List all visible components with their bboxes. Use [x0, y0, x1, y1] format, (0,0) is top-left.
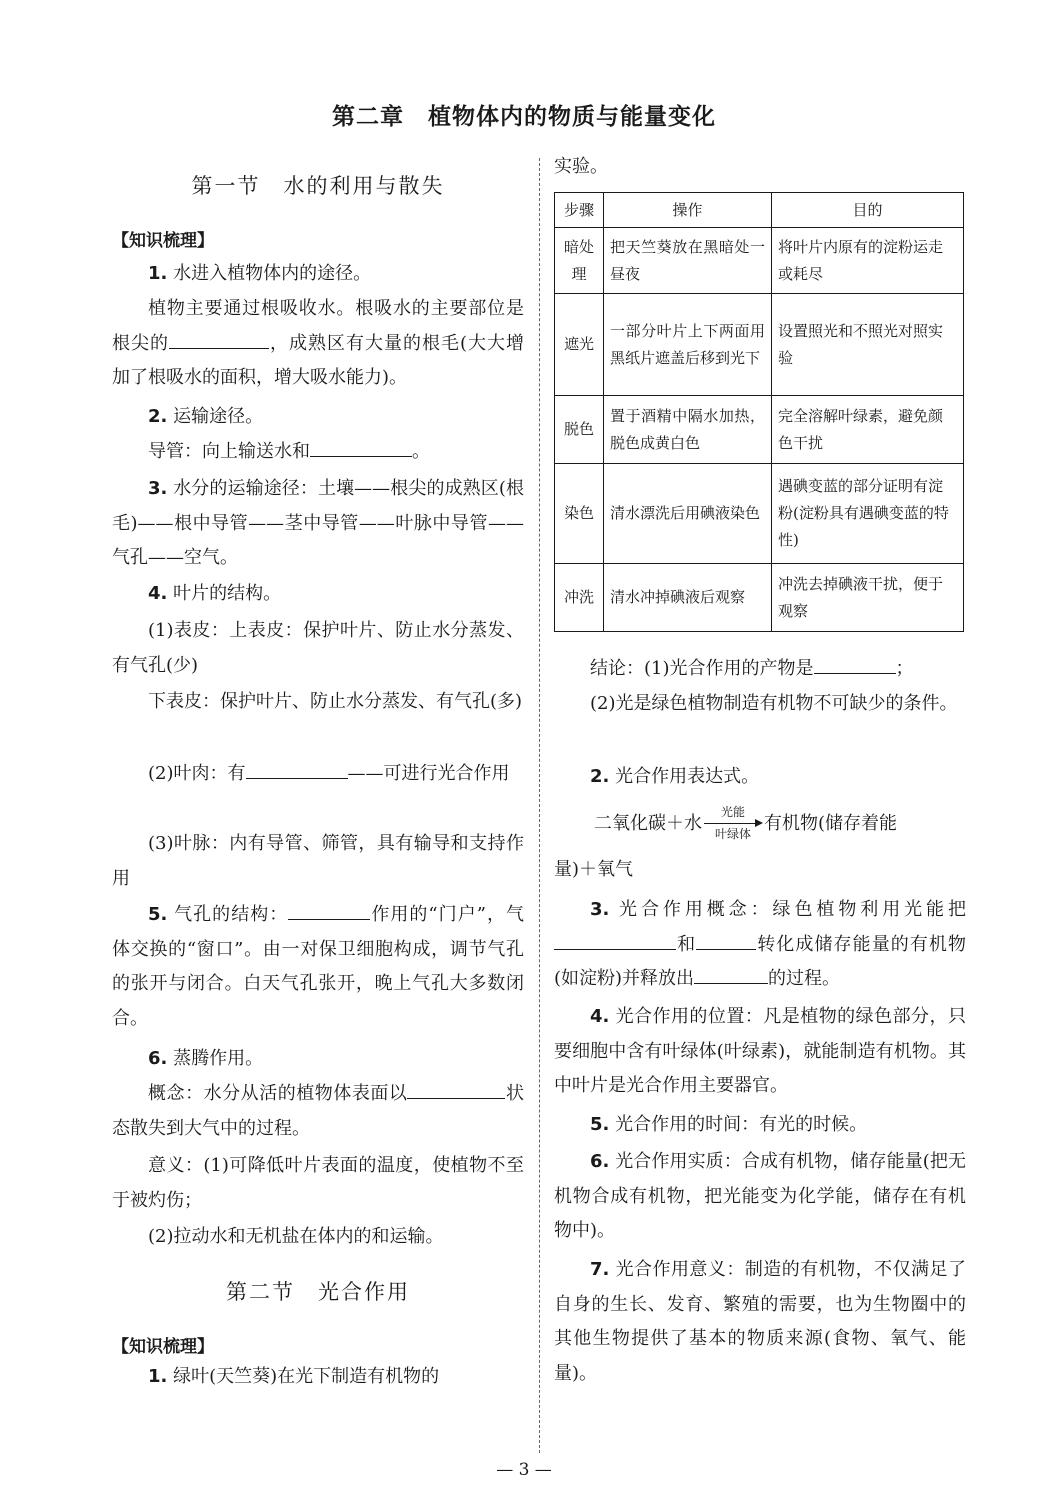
blank-vessel-transport — [310, 438, 412, 457]
table-row — [555, 464, 964, 564]
arrow-condition-light: 光能 — [720, 805, 745, 819]
table-cell-step: 冲洗 — [555, 564, 604, 632]
table-header-operation: 操作 — [604, 193, 772, 228]
blank-released-gas — [694, 965, 768, 984]
water-route-para: 3. 水分的运输途径：土壤——根尖的成熟区(根毛)——根中导管——茎中导管——叶脉中导管——气孔——空气。 — [112, 478, 524, 568]
blank-root-zone — [169, 330, 269, 349]
root-absorption-para: 植物主要通过根吸收水。根吸水的主要部位是根尖的 ，成熟区有大量的根毛(大大增加了根吸水的面积，增大吸水能力)。 — [112, 298, 524, 388]
blank-water-state — [407, 1080, 505, 1099]
transpiration-concept-para: 概念：水分从活的植物体表面以 状态散失到大气中的过程。 — [112, 1077, 524, 1146]
vessel-para: 导管：向上输送水和 。 — [112, 435, 524, 470]
knowledge-label-2: 【知识梳理】 — [112, 1337, 214, 1357]
chapter-title: 第二章 植物体内的物质与能量变化 — [332, 104, 716, 130]
point-2-expression-heading: 2. 光合作用表达式。 — [590, 766, 760, 787]
table-cell-purpose: 冲洗去掉碘液干扰，便于观察 — [772, 564, 964, 632]
table-row — [555, 564, 964, 632]
epidermis-upper-para: (1)表皮：上表皮：保护叶片、防止水分蒸发、有气孔(少) — [112, 620, 524, 676]
table-cell-operation: 把天竺葵放在黑暗处一昼夜 — [604, 228, 772, 294]
blank-raw-material-1 — [554, 931, 676, 950]
table-cell-step: 遮光 — [555, 294, 604, 396]
knowledge-label-1: 【知识梳理】 — [112, 231, 214, 251]
table-cell-step: 染色 — [555, 464, 604, 564]
table-row — [555, 228, 964, 294]
table-cell-operation: 清水冲掉碘液后观察 — [604, 564, 772, 632]
page-number: — 3 — — [496, 1460, 552, 1480]
section-title-2: 第二节 光合作用 — [226, 1280, 410, 1304]
point-6-heading: 6. 蒸腾作用。 — [148, 1048, 264, 1069]
table-cell-step: 脱色 — [555, 396, 604, 464]
table-row — [555, 294, 964, 396]
formula-products-1: 有机物(储存着能 — [764, 813, 898, 834]
table-cell-step: 暗处理 — [555, 228, 604, 294]
transpiration-meaning-2-para: (2)拉动水和无机盐在体内的和运输。 — [148, 1226, 444, 1247]
experiment-table — [554, 192, 964, 632]
blank-stoma-function — [288, 901, 370, 920]
table-cell-purpose: 设置照光和不照光对照实验 — [772, 294, 964, 396]
table-row — [555, 396, 964, 464]
blank-mesophyll — [246, 760, 348, 779]
blank-product — [814, 655, 896, 674]
point-1-heading: 1. 水进入植物体内的途径。 — [148, 263, 372, 284]
table-header-purpose: 目的 — [772, 193, 964, 228]
table-header-step: 步骤 — [555, 193, 604, 228]
point-2-heading: 2. 运输途径。 — [148, 406, 264, 427]
blank-raw-material-2 — [696, 931, 756, 950]
section-title-1: 第一节 水的利用与散失 — [191, 174, 445, 198]
table-cell-operation: 一部分叶片上下两面用黑纸片遮盖后移到光下 — [604, 294, 772, 396]
photosynthesis-formula — [594, 806, 966, 842]
mesophyll-para: (2)叶肉：有 ——可进行光合作用 — [112, 757, 524, 792]
table-cell-purpose: 将叶片内原有的淀粉运走或耗尽 — [772, 228, 964, 294]
location-para: 4. 光合作用的位置：凡是植物的绿色部分，只要细胞中含有叶绿体(叶绿素)，就能制造有机物。其中叶片是光合作用主要器官。 — [554, 1006, 966, 1096]
experiment-continued: 实验。 — [554, 156, 608, 177]
formula-reactants: 二氧化碳＋水 — [594, 813, 702, 834]
conclusion-1-para: 结论：(1)光合作用的产物是 ； — [554, 652, 966, 687]
table-cell-purpose: 遇碘变蓝的部分证明有淀粉(淀粉具有遇碘变蓝的特性) — [772, 464, 964, 564]
table-header-row — [555, 193, 964, 228]
arrow-condition-chloroplast: 叶绿体 — [714, 827, 751, 841]
essence-para: 6. 光合作用实质：合成有机物，储存能量(把无机物合成有机物，把光能变为化学能，储存在有机物中)。 — [554, 1151, 966, 1241]
time-para: 5. 光合作用的时间：有光的时候。 — [590, 1114, 868, 1135]
point-4-heading: 4. 叶片的结构。 — [148, 583, 282, 604]
vein-para: (3)叶脉：内有导管、筛管，具有输导和支持作用 — [112, 833, 524, 889]
table-cell-operation: 清水漂洗后用碘液染色 — [604, 464, 772, 564]
table-cell-operation: 置于酒精中隔水加热，脱色成黄白色 — [604, 396, 772, 464]
formula-products-2: 量)＋氧气 — [554, 859, 634, 880]
concept-para: 3. 光合作用概念：绿色植物利用光能把和 转化成储存能量的有机物(如淀粉)并释放出 的过程。 — [554, 899, 967, 989]
stoma-para: 5. 气孔的结构： 作用的“门户”，气体交换的“窗口”。由一对保卫细胞构成，调节气孔的张开与闭合。白天气孔张开，晚上气孔大多数闭合。 — [112, 898, 524, 1036]
epidermis-lower-para: 下表皮：保护叶片、防止水分蒸发、有气孔(多) — [148, 691, 523, 712]
green-leaf-para: 1. 绿叶(天竺葵)在光下制造有机物的 — [148, 1366, 440, 1387]
conclusion-2-para: (2)光是绿色植物制造有机物不可缺少的条件。 — [590, 693, 958, 714]
column-divider — [539, 158, 540, 1453]
significance-para: 7. 光合作用意义：制造的有机物，不仅满足了自身的生长、发育、繁殖的需要，也为生物圈中的其他生物提供了基本的物质来源(食物、氧气、能量)。 — [554, 1259, 966, 1384]
reaction-arrow-icon — [702, 807, 764, 841]
table-cell-purpose: 完全溶解叶绿素，避免颜色干扰 — [772, 396, 964, 464]
transpiration-meaning-para: 意义：(1)可降低叶片表面的温度，使植物不至于被灼伤； — [112, 1155, 524, 1211]
